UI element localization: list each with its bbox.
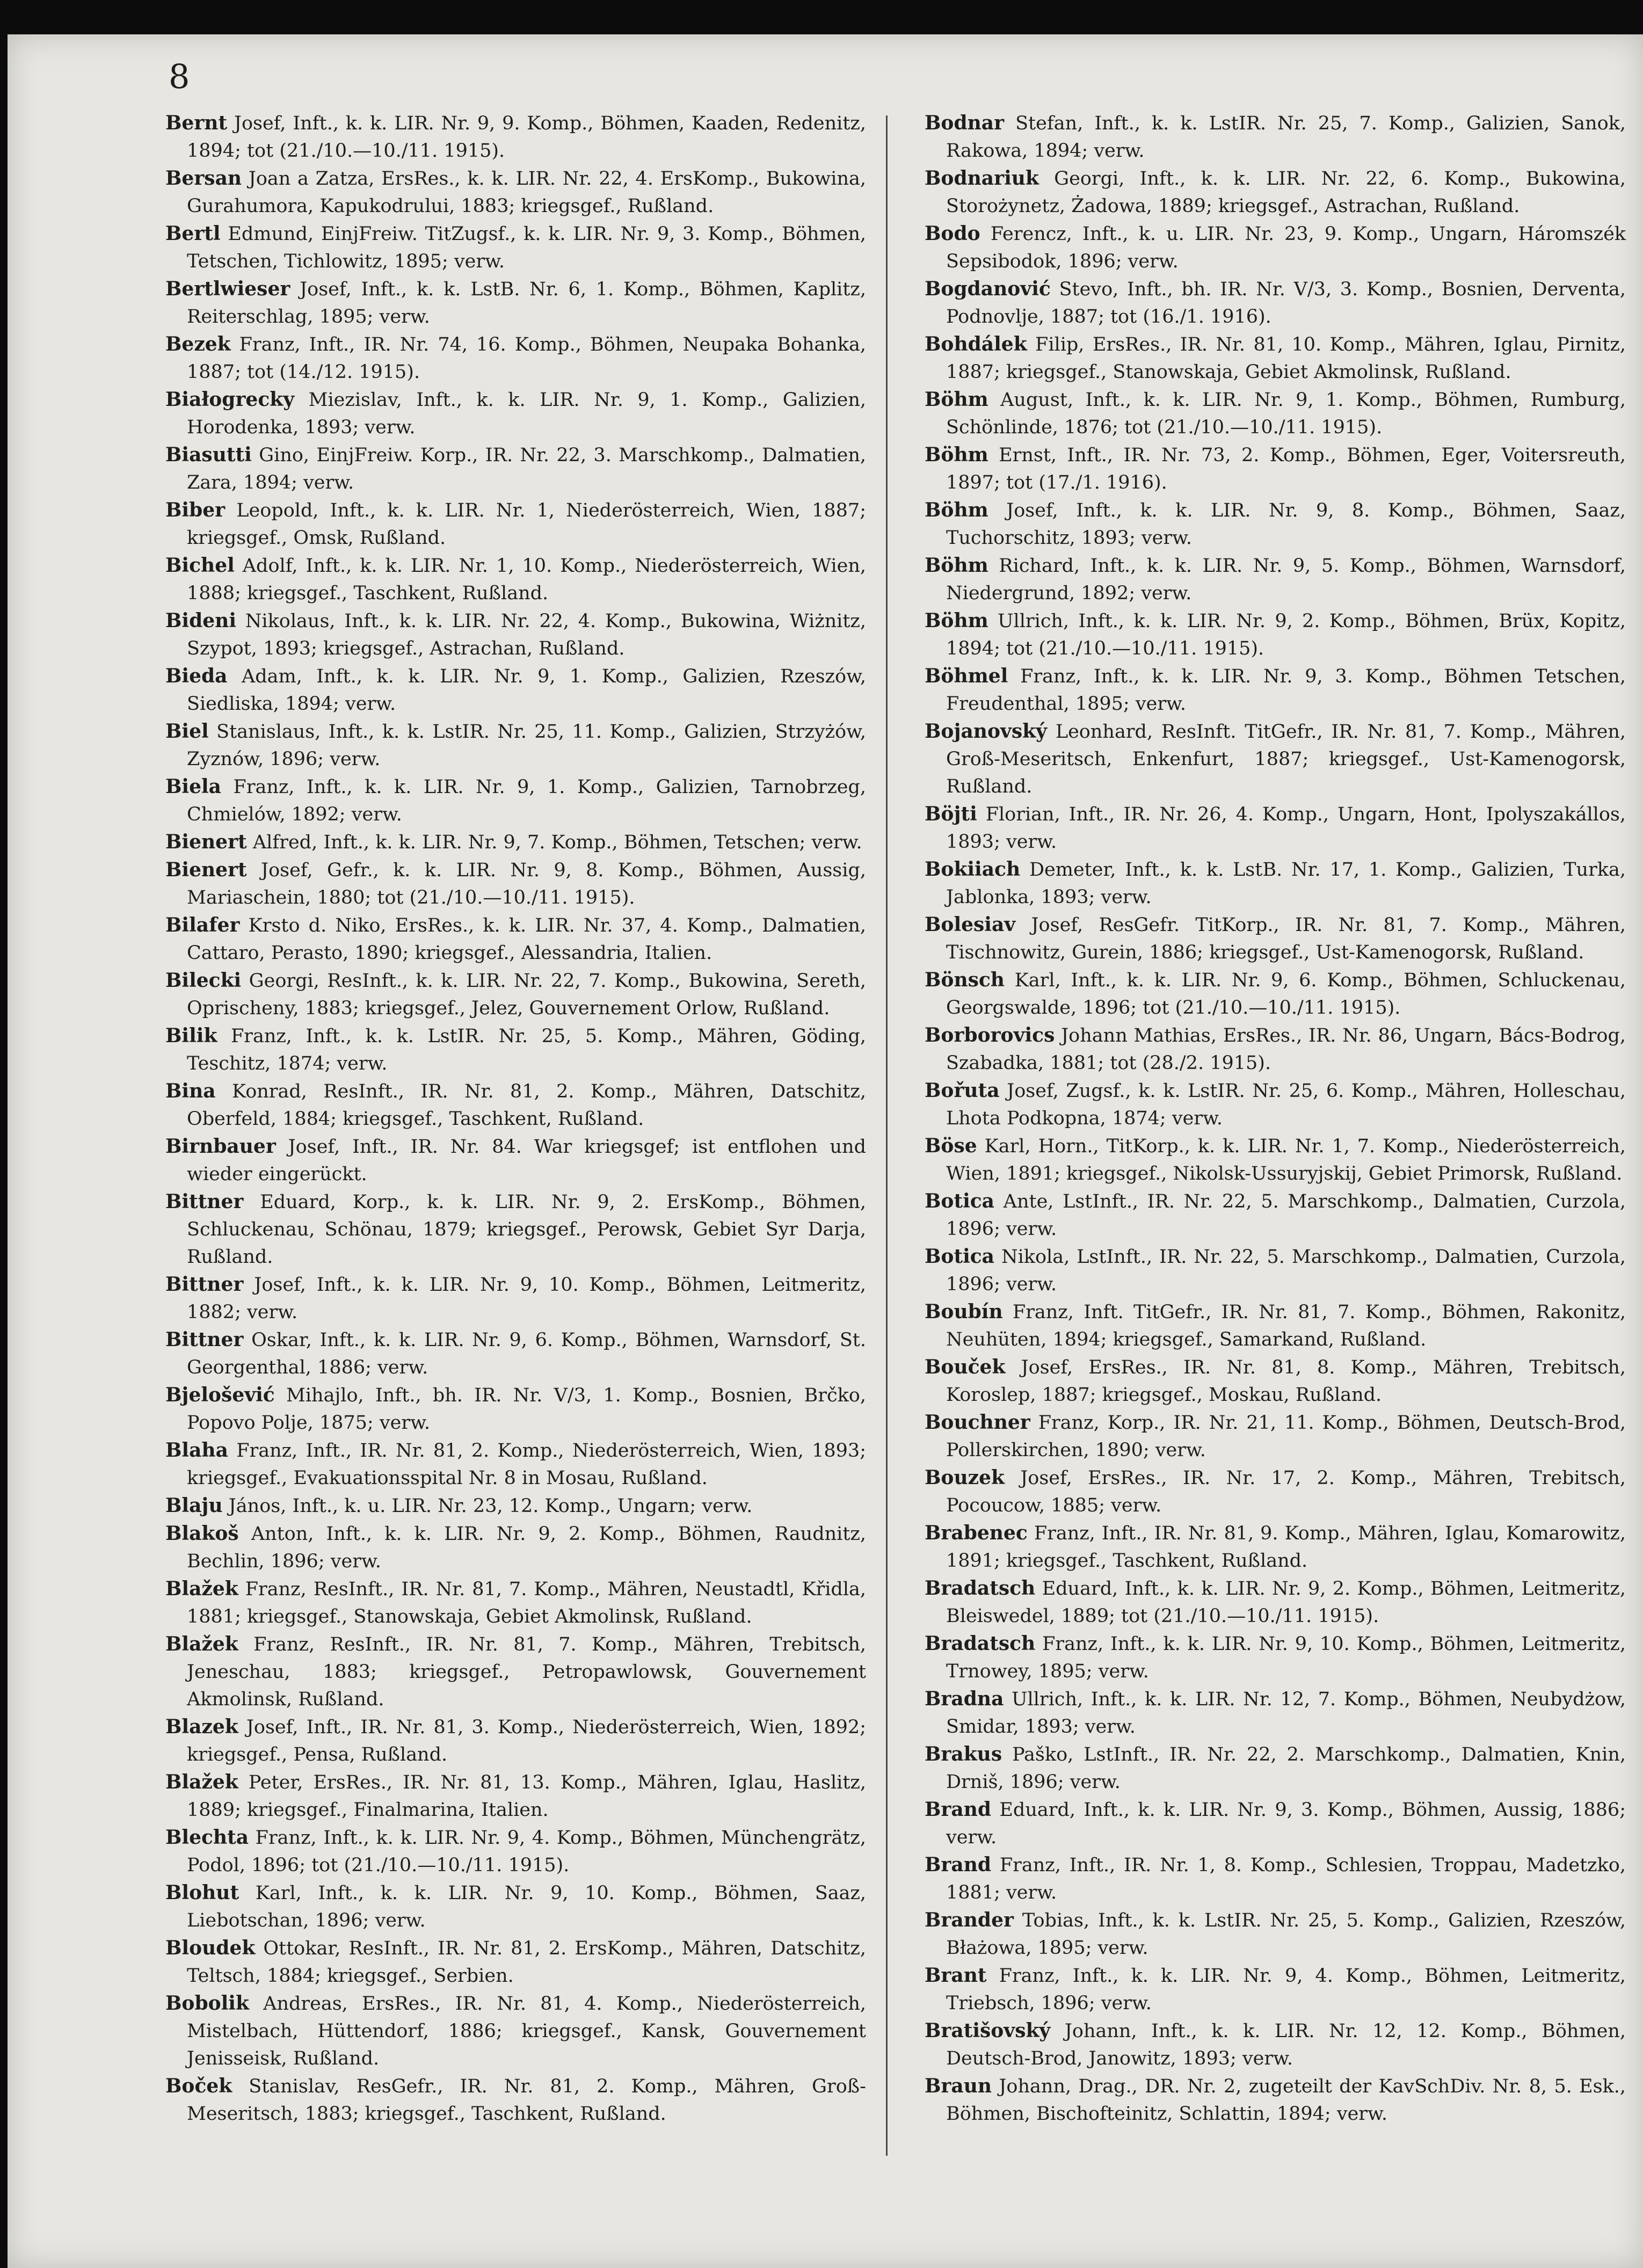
column-divider <box>886 115 888 2156</box>
roster-entry <box>925 1132 1626 1188</box>
page-number: 8 <box>169 57 190 96</box>
entry-details: Franz, Inft., k. k. LIR. Nr. 9, 1. Komp., Galizien, Tarnobrzeg, Chmielów, 1892; verw. <box>187 776 866 825</box>
roster-entry <box>925 911 1626 966</box>
roster-entry <box>165 1824 866 1879</box>
roster-entry <box>925 607 1626 663</box>
entry-details: Joan a Zatza, ErsRes., k. k. LIR. Nr. 22, 4. ErsKomp., Bukowina, Gurahumora, Kapukodrului, 1883; kriegsgef., Rußland. <box>187 168 866 217</box>
roster-entry <box>165 828 866 856</box>
entry-details: Franz, Inft., k. k. LIR. Nr. 9, 10. Komp., Böhmen, Leitmeritz, Trnowey, 1895; verw. <box>946 1633 1626 1682</box>
entry-surname: Böhm <box>925 609 988 632</box>
entry-surname: Bichel <box>165 554 235 577</box>
roster-entry <box>925 2073 1626 2128</box>
entry-surname: Böhm <box>925 554 988 577</box>
entry-details: Franz, Inft., IR. Nr. 1, 8. Komp., Schlesien, Troppau, Madetzko, 1881; verw. <box>946 1855 1626 1903</box>
entry-surname: Borborovics <box>925 1024 1055 1046</box>
entry-details: Richard, Inft., k. k. LIR. Nr. 9, 5. Komp., Böhmen, Warnsdorf, Niedergrund, 1892; verw. <box>946 555 1626 604</box>
entry-details: Franz, Inft. TitGefr., IR. Nr. 81, 7. Komp., Böhmen, Rakonitz, Neuhüten, 1894; kriegsgef., Samarkand, Rußland. <box>946 1302 1626 1350</box>
roster-entry <box>165 663 866 718</box>
entry-details: Ullrich, Inft., k. k. LIR. Nr. 9, 2. Komp., Böhmen, Brüx, Kopitz, 1894; tot (21./10.—10./11. 1915). <box>946 610 1626 659</box>
entry-details: Stanislaus, Inft., k. k. LstIR. Nr. 25, 11. Komp., Galizien, Strzyżów, Zyznów, 1896; verw. <box>187 721 866 770</box>
entry-surname: Bittner <box>165 1328 244 1351</box>
roster-entry <box>925 1630 1626 1685</box>
entry-surname: Böhm <box>925 388 988 411</box>
entry-details: Oskar, Inft., k. k. LIR. Nr. 9, 6. Komp., Böhmen, Warnsdorf, St. Georgenthal, 1886; verw. <box>187 1329 866 1378</box>
entry-details: Josef, Inft., k. k. LIR. Nr. 9, 10. Komp., Böhmen, Leitmeritz, 1882; verw. <box>187 1274 866 1323</box>
entry-surname: Braun <box>925 2075 992 2097</box>
roster-entry <box>165 1990 866 2073</box>
entry-surname: Biel <box>165 720 209 743</box>
entry-details: Johann, Drag., DR. Nr. 2, zugeteilt der KavSchDiv. Nr. 8, 5. Esk., Böhmen, Bischofteinitz, Schlattin, 1894; verw. <box>946 2076 1626 2125</box>
entry-surname: Bjelošević <box>165 1384 275 1406</box>
roster-entry <box>165 165 866 220</box>
entry-details: Konrad, ResInft., IR. Nr. 81, 2. Komp., Mähren, Datschitz, Oberfeld, 1884; kriegsgef., Taschkent, Rußland. <box>187 1081 866 1130</box>
entry-details: Johann Mathias, ErsRes., IR. Nr. 86, Ungarn, Bács-Bodrog, Szabadka, 1881; tot (28./2. 1915). <box>946 1025 1626 1074</box>
entry-details: Tobias, Inft., k. k. LstIR. Nr. 25, 5. Komp., Galizien, Rzeszów, Błażowa, 1895; verw. <box>946 1910 1626 1959</box>
entry-details: Josef, ResGefr. TitKorp., IR. Nr. 81, 7. Komp., Mähren, Tischnowitz, Gurein, 1886; kriegsgef., Ust-Kamenogorsk, Rußland. <box>946 914 1626 963</box>
roster-entry <box>165 967 866 1022</box>
entry-surname: Blažek <box>165 1633 238 1655</box>
entry-surname: Boček <box>165 2075 232 2097</box>
roster-entry <box>165 1713 866 1769</box>
entry-surname: Böhm <box>925 444 988 466</box>
roster-entry <box>925 663 1626 718</box>
left-column <box>165 110 866 2128</box>
entry-details: Josef, ErsRes., IR. Nr. 17, 2. Komp., Mähren, Trebitsch, Pocoucow, 1885; verw. <box>946 1467 1626 1516</box>
roster-entry <box>925 386 1626 441</box>
entry-surname: Białogrecky <box>165 388 295 411</box>
entry-details: Franz, ResInft., IR. Nr. 81, 7. Komp., Mähren, Neustadtl, Křidla, 1881; kriegsgef., Stanowskaja, Gebiet Akmolinsk, Rußland. <box>187 1579 866 1627</box>
roster-entry <box>925 220 1626 275</box>
entry-details: Franz, Korp., IR. Nr. 21, 11. Komp., Böhmen, Deutsch-Brod, Pollerskirchen, 1890; verw. <box>946 1412 1626 1461</box>
entry-surname: Bradatsch <box>925 1632 1036 1655</box>
entry-surname: Brakus <box>925 1743 1002 1765</box>
roster-entry <box>165 1437 866 1492</box>
entry-surname: Blohut <box>165 1881 239 1904</box>
entry-details: Nikolaus, Inft., k. k. LIR. Nr. 22, 4. Komp., Bukowina, Wiżnitz, Szypot, 1893; kriegsgef., Astrachan, Rußland. <box>187 610 866 659</box>
entry-details: Karl, Inft., k. k. LIR. Nr. 9, 10. Komp., Böhmen, Saaz, Liebotschan, 1896; verw. <box>187 1882 866 1931</box>
entry-details: Stanislav, ResGefr., IR. Nr. 81, 2. Komp., Mähren, Groß-Meseritsch, 1883; kriegsgef., Taschkent, Rußland. <box>187 2076 866 2125</box>
entry-details: Krsto d. Niko, ErsRes., k. k. LIR. Nr. 37, 4. Komp., Dalmatien, Cattaro, Perasto, 1890; kriegsgef., Alessandria, Italien. <box>187 915 866 964</box>
entry-details: Adolf, Inft., k. k. LIR. Nr. 1, 10. Komp., Niederösterreich, Wien, 1888; kriegsgef., Taschkent, Rußland. <box>187 555 866 604</box>
entry-details: Josef, Inft., k. k. LIR. Nr. 9, 8. Komp., Böhmen, Saaz, Tuchorschitz, 1893; verw. <box>946 500 1626 549</box>
roster-entry <box>925 441 1626 497</box>
roster-entry <box>925 1851 1626 1907</box>
roster-entry <box>925 1022 1626 1077</box>
entry-surname: Blechta <box>165 1826 249 1849</box>
entry-details: Edmund, EinjFreiw. TitZugsf., k. k. LIR. Nr. 9, 3. Komp., Böhmen, Tetschen, Tichlowitz, 1895; verw. <box>187 223 866 272</box>
entry-details: Franz, Inft., IR. Nr. 81, 2. Komp., Niederösterreich, Wien, 1893; kriegsgef., Evakuationsspital Nr. 8 in Mosau, Rußland. <box>187 1440 866 1489</box>
roster-entry <box>925 718 1626 801</box>
entry-surname: Bieda <box>165 665 228 687</box>
roster-entry <box>925 1685 1626 1741</box>
entry-surname: Bojanovský <box>925 720 1048 743</box>
roster-entry <box>925 1464 1626 1520</box>
entry-surname: Bratišovský <box>925 2019 1051 2042</box>
entry-surname: Bilafer <box>165 914 240 936</box>
entry-details: Ottokar, ResInft., IR. Nr. 81, 2. ErsKomp., Mähren, Datschitz, Teltsch, 1884; kriegsgef., Serbien. <box>187 1938 866 1987</box>
entry-surname: Brand <box>925 1798 992 1821</box>
entry-details: Filip, ErsRes., IR. Nr. 81, 10. Komp., Mähren, Iglau, Pirnitz, 1887; kriegsgef., Stanowskaja, Gebiet Akmolinsk, Rußland. <box>946 334 1626 383</box>
entry-details: Andreas, ErsRes., IR. Nr. 81, 4. Komp., Niederösterreich, Mistelbach, Hüttendorf, 1886; kriegsgef., Kansk, Gouvernement Jenisseisk, Rußland. <box>187 1993 866 2069</box>
entry-surname: Bobolik <box>165 1992 249 2015</box>
entry-surname: Boubín <box>925 1300 1003 1323</box>
entry-surname: Bilik <box>165 1024 217 1047</box>
roster-entry <box>165 1935 866 1990</box>
entry-details: Alfred, Inft., k. k. LIR. Nr. 9, 7. Komp., Böhmen, Tetschen; verw. <box>246 832 862 853</box>
entry-surname: Bittner <box>165 1273 244 1296</box>
roster-entry <box>925 1354 1626 1409</box>
entry-details: August, Inft., k. k. LIR. Nr. 9, 1. Komp., Böhmen, Rumburg, Schönlinde, 1876; tot (21./10.—10./11. 1915). <box>946 389 1626 438</box>
roster-entry <box>165 2073 866 2128</box>
entry-surname: Blažek <box>165 1578 238 1600</box>
roster-entry <box>165 386 866 441</box>
roster-entry <box>925 1520 1626 1575</box>
roster-entry <box>165 1078 866 1133</box>
entry-surname: Bienert <box>165 859 247 881</box>
entry-details: Georgi, Inft., k. k. LIR. Nr. 22, 6. Komp., Bukowina, Storożynetz, Żadowa, 1889; kriegsgef., Astrachan, Rußland. <box>946 168 1626 217</box>
entry-details: Franz, Inft., k. k. LstIR. Nr. 25, 5. Komp., Mähren, Göding, Teschitz, 1874; verw. <box>187 1026 866 1074</box>
roster-entry <box>925 1741 1626 1796</box>
entry-details: Josef, Gefr., k. k. LIR. Nr. 9, 8. Komp., Böhmen, Aussig, Mariaschein, 1880; tot (21./10.—10./11. 1915). <box>187 860 866 908</box>
entry-details: Josef, ErsRes., IR. Nr. 81, 8. Komp., Mähren, Trebitsch, Koroslep, 1887; kriegsgef., Moskau, Rußland. <box>946 1357 1626 1406</box>
entry-surname: Bradna <box>925 1688 1004 1710</box>
roster-entry <box>165 1492 866 1520</box>
entry-surname: Bertl <box>165 222 221 245</box>
entry-surname: Brand <box>925 1853 992 1876</box>
roster-entry <box>925 331 1626 386</box>
entry-details: Leopold, Inft., k. k. LIR. Nr. 1, Niederösterreich, Wien, 1887; kriegsgef., Omsk, Rußland. <box>187 500 866 549</box>
roster-entry <box>925 1409 1626 1464</box>
entry-details: Ferencz, Inft., k. u. LIR. Nr. 23, 9. Komp., Ungarn, Háromszék Sepsibodok, 1896; verw. <box>946 223 1626 272</box>
roster-entry <box>165 1631 866 1713</box>
entry-details: Franz, ResInft., IR. Nr. 81, 7. Komp., Mähren, Trebitsch, Jeneschau, 1883; kriegsgef., Petropawlowsk, Gouvernement Akmolinsk, Rußland. <box>187 1634 866 1710</box>
entry-surname: Biela <box>165 775 222 798</box>
entry-surname: Böse <box>925 1135 977 1157</box>
roster-entry <box>165 856 866 912</box>
entry-details: Mihajlo, Inft., bh. IR. Nr. V/3, 1. Komp., Bosnien, Brčko, Popovo Polje, 1875; verw. <box>187 1385 866 1434</box>
roster-entry <box>165 497 866 552</box>
roster-entry <box>165 275 866 331</box>
entry-surname: Bodnar <box>925 112 1005 134</box>
roster-entry <box>165 1271 866 1326</box>
roster-entry <box>925 1962 1626 2017</box>
roster-entry <box>925 1077 1626 1132</box>
entry-details: Josef, Inft., k. k. LIR. Nr. 9, 9. Komp., Böhmen, Kaaden, Redenitz, 1894; tot (21./10.—10./11. 1915). <box>187 113 866 162</box>
roster-entry <box>925 1907 1626 1962</box>
entry-details: Josef, Inft., IR. Nr. 81, 3. Komp., Niederösterreich, Wien, 1892; kriegsgef., Pensa, Rußland. <box>187 1717 866 1765</box>
entry-surname: Bezek <box>165 333 231 355</box>
entry-surname: Biasutti <box>165 444 252 466</box>
entry-details: Demeter, Inft., k. k. LstB. Nr. 17, 1. Komp., Galizien, Turka, Jablonka, 1893; verw. <box>946 859 1626 908</box>
entry-details: Josef, Inft., IR. Nr. 84. War kriegsgef; ist entflohen und wieder eingerückt. <box>187 1136 866 1185</box>
entry-details: Florian, Inft., IR. Nr. 26, 4. Komp., Ungarn, Hont, Ipolyszakállos, 1893; verw. <box>946 804 1626 853</box>
roster-entry <box>165 1382 866 1437</box>
entry-surname: Biber <box>165 499 226 521</box>
entry-surname: Bittner <box>165 1190 244 1213</box>
entry-surname: Blaju <box>165 1494 223 1517</box>
roster-entry <box>925 165 1626 220</box>
entry-surname: Bradatsch <box>925 1577 1036 1600</box>
entry-details: Eduard, Inft., k. k. LIR. Nr. 9, 3. Komp., Böhmen, Aussig, 1886; verw. <box>946 1799 1626 1848</box>
entry-surname: Bogdanović <box>925 278 1051 300</box>
roster-entry <box>165 607 866 663</box>
entry-details: Gino, EinjFreiw. Korp., IR. Nr. 22, 3. Marschkomp., Dalmatien, Zara, 1894; verw. <box>187 445 866 493</box>
entry-surname: Böjti <box>925 803 977 825</box>
entry-surname: Böhm <box>925 499 988 521</box>
roster-entry <box>165 1022 866 1078</box>
entry-details: Paško, LstInft., IR. Nr. 22, 2. Marschkomp., Dalmatien, Knin, Drniš, 1896; verw. <box>946 1744 1626 1793</box>
entry-surname: Brander <box>925 1909 1014 1931</box>
entry-surname: Blazek <box>165 1715 238 1738</box>
entry-surname: Bohdálek <box>925 333 1027 355</box>
entry-details: Adam, Inft., k. k. LIR. Nr. 9, 1. Komp., Galizien, Rzeszów, Siedliska, 1894; verw. <box>187 666 866 715</box>
roster-entry <box>925 110 1626 165</box>
entry-surname: Bloudek <box>165 1937 256 1959</box>
roster-entry <box>925 2017 1626 2073</box>
roster-entry <box>165 331 866 386</box>
entry-details: Eduard, Inft., k. k. LIR. Nr. 9, 2. Komp., Böhmen, Leitmeritz, Bleiswedel, 1889; tot (21./10.—10./11. 1915). <box>946 1578 1626 1627</box>
roster-entry <box>165 912 866 967</box>
entry-details: Eduard, Korp., k. k. LIR. Nr. 9, 2. ErsKomp., Böhmen, Schluckenau, Schönau, 1879; kriegsgef., Perowsk, Gebiet Syr Darja, Rußland. <box>187 1191 866 1268</box>
roster-entry <box>925 497 1626 552</box>
entry-surname: Bilecki <box>165 969 242 992</box>
roster-entry <box>925 966 1626 1022</box>
roster-entry <box>165 552 866 607</box>
entry-details: Franz, Inft., k. k. LIR. Nr. 9, 4. Komp., Böhmen, Leitmeritz, Triebsch, 1896; verw. <box>946 1965 1626 2014</box>
roster-entry <box>165 110 866 165</box>
entry-surname: Bersan <box>165 167 242 190</box>
entry-surname: Bokiiach <box>925 858 1021 881</box>
entry-surname: Birnbauer <box>165 1135 276 1158</box>
entry-details: Stefan, Inft., k. k. LstIR. Nr. 25, 7. Komp., Galizien, Sanok, Rakowa, 1894; verw. <box>946 113 1626 162</box>
roster-entry <box>925 552 1626 607</box>
roster-entry <box>165 1188 866 1271</box>
entry-details: Ullrich, Inft., k. k. LIR. Nr. 12, 7. Komp., Böhmen, Neubydżow, Smidar, 1893; verw. <box>946 1689 1626 1738</box>
entry-details: Karl, Horn., TitKorp., k. k. LIR. Nr. 1, 7. Komp., Niederösterreich, Wien, 1891; kriegsgef., Nikolsk-Ussuryjskij, Gebiet Primorsk, Rußland. <box>946 1136 1626 1184</box>
roster-entry <box>925 856 1626 911</box>
entry-details: Leonhard, ResInft. TitGefr., IR. Nr. 81, 7. Komp., Mähren, Groß-Meseritsch, Enkenfurt, 1887; kriegsgef., Ust-Kamenogorsk, Rußland. <box>946 721 1626 797</box>
roster-entry <box>165 441 866 497</box>
entry-details: Franz, Inft., IR. Nr. 81, 9. Komp., Mähren, Iglau, Komarowitz, 1891; kriegsgef., Taschkent, Rußland. <box>946 1523 1626 1572</box>
entry-surname: Botica <box>925 1190 994 1212</box>
entry-details: Josef, Zugsf., k. k. LstIR. Nr. 25, 6. Komp., Mähren, Holleschau, Lhota Podkopna, 1874; verw. <box>946 1080 1626 1129</box>
entry-surname: Bina <box>165 1080 216 1102</box>
roster-entry <box>165 1769 866 1824</box>
entry-surname: Bernt <box>165 112 228 134</box>
entry-details: Johann, Inft., k. k. LIR. Nr. 12, 12. Komp., Böhmen, Deutsch-Brod, Janowitz, 1893; verw. <box>946 2020 1626 2069</box>
roster-entry <box>925 275 1626 331</box>
roster-entry <box>165 1879 866 1935</box>
entry-details: Georgi, ResInft., k. k. LIR. Nr. 22, 7. Komp., Bukowina, Sereth, Oprischeny, 1883; kriegsgef., Jelez, Gouvernement Orlow, Rußland. <box>187 970 866 1019</box>
entry-details: Josef, Inft., k. k. LstB. Nr. 6, 1. Komp., Böhmen, Kaplitz, Reiterschlag, 1895; verw. <box>187 279 866 328</box>
roster-entry <box>165 718 866 773</box>
roster-entry <box>165 1133 866 1188</box>
entry-surname: Bořuta <box>925 1079 1000 1102</box>
entry-surname: Böhmel <box>925 665 1008 687</box>
entry-surname: Blažek <box>165 1771 238 1793</box>
entry-details: Franz, Inft., IR. Nr. 74, 16. Komp., Böhmen, Neupaka Bohanka, 1887; tot (14./12. 1915). <box>187 334 866 383</box>
roster-entry <box>165 1575 866 1631</box>
entry-surname: Bönsch <box>925 969 1005 991</box>
entry-details: Peter, ErsRes., IR. Nr. 81, 13. Komp., Mähren, Iglau, Haslitz, 1889; kriegsgef., Finalmarina, Italien. <box>187 1772 866 1821</box>
entry-surname: Bodnariuk <box>925 167 1039 190</box>
entry-surname: Bolesiav <box>925 913 1016 936</box>
roster-entry <box>925 1243 1626 1298</box>
entry-surname: Bertlwieser <box>165 278 290 300</box>
entry-details: János, Inft., k. u. LIR. Nr. 23, 12. Komp., Ungarn; verw. <box>222 1495 753 1517</box>
entry-details: Franz, Inft., k. k. LIR. Nr. 9, 4. Komp., Böhmen, Münchengrätz, Podol, 1896; tot (21./10.—10./11. 1915). <box>187 1827 866 1876</box>
entry-surname: Blakoš <box>165 1522 239 1545</box>
entry-details: Ante, LstInft., IR. Nr. 22, 5. Marschkomp., Dalmatien, Curzola, 1896; verw. <box>946 1191 1626 1240</box>
entry-surname: Bouček <box>925 1356 1006 1378</box>
roster-entry <box>925 1796 1626 1851</box>
entry-details: Stevo, Inft., bh. IR. Nr. V/3, 3. Komp., Bosnien, Derventa, Podnovlje, 1887; tot (16./1. 1916). <box>946 279 1626 328</box>
entry-surname: Bouzek <box>925 1466 1005 1489</box>
roster-entry <box>925 1575 1626 1630</box>
entry-surname: Blaha <box>165 1439 228 1462</box>
entry-surname: Brant <box>925 1964 987 1987</box>
entry-details: Franz, Inft., k. k. LIR. Nr. 9, 3. Komp., Böhmen Tetschen, Freudenthal, 1895; verw. <box>946 666 1626 715</box>
entry-surname: Bienert <box>165 831 247 853</box>
entry-surname: Bouchner <box>925 1411 1030 1434</box>
roster-entry <box>165 1520 866 1575</box>
entry-details: Miezislav, Inft., k. k. LIR. Nr. 9, 1. Komp., Galizien, Horodenka, 1893; verw. <box>187 389 866 438</box>
roster-entry <box>925 1188 1626 1243</box>
roster-entry <box>165 1326 866 1382</box>
roster-entry <box>165 220 866 275</box>
entry-details: Karl, Inft., k. k. LIR. Nr. 9, 6. Komp., Böhmen, Schluckenau, Georgswalde, 1896; tot (21./10.—10./11. 1915). <box>946 970 1626 1019</box>
entry-details: Ernst, Inft., IR. Nr. 73, 2. Komp., Böhmen, Eger, Voitersreuth, 1897; tot (17./1. 1916). <box>946 445 1626 493</box>
right-column <box>925 110 1626 2128</box>
entry-surname: Bideni <box>165 609 237 632</box>
entry-surname: Bodo <box>925 222 980 245</box>
roster-entry <box>165 773 866 828</box>
roster-entry <box>925 801 1626 856</box>
entry-surname: Botica <box>925 1245 994 1268</box>
entry-details: Anton, Inft., k. k. LIR. Nr. 9, 2. Komp., Böhmen, Raudnitz, Bechlin, 1896; verw. <box>187 1523 866 1572</box>
entry-details: Nikola, LstInft., IR. Nr. 22, 5. Marschkomp., Dalmatien, Curzola, 1896; verw. <box>946 1246 1626 1295</box>
entry-surname: Brabenec <box>925 1522 1028 1544</box>
roster-entry <box>925 1298 1626 1354</box>
